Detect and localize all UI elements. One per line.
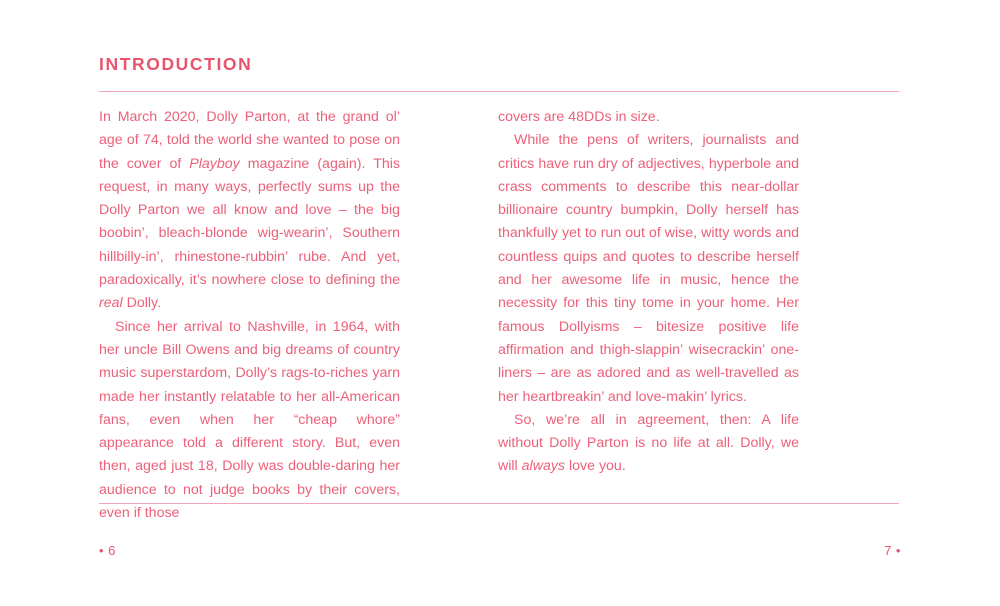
column-left [99,106,400,525]
emphasis-text: real [99,295,123,312]
paragraph: In March 2020, Dolly Parton, at the grand ol’ age of 74, told the world she wanted to pose on the cover of Playboy magazine (again). This request, in many ways, perfectly sums up the Dolly Parton we all know and love – the big boobin’, bleach-blonde wig-wearin’, Southern hillbilly-in’, rhinestone-rubbin’ rube. And yet, paradoxically, it’s nowhere close to defining the real Dolly. [99,109,400,312]
divider-bottom [99,503,899,504]
page-number-right: 7 • [884,543,901,558]
page-content [99,54,899,525]
column-right [498,106,799,525]
paragraph: While the pens of writers, journalists and critics have run dry of adjectives, hyperbole and crass comments to describe this near-dollar billionaire country bumpkin, Dolly herself has thankfully yet to run out of wise, witty words and countless quips and quotes to describe herself and her awesome life in music, hence the necessity for this tiny tome in your home. Her famous Dollyisms – bitesize positive life affirmation and thigh-slappin’ wisecrackin’ one-liners – are as adored and as well-travelled as her heartbreakin’ and love-makin’ lyrics. [498,132,799,405]
text-columns [99,106,899,525]
page-number-left: • 6 [99,543,116,558]
page-title: INTRODUCTION [99,54,253,74]
emphasis-text: Playboy [189,155,240,172]
paragraph: covers are 48DDs in size. [498,109,660,125]
paragraph: So, we’re all in agreement, then: A life without Dolly Parton is no life at all. Dolly, we will always love you. [498,411,799,475]
divider-top [99,91,899,92]
emphasis-text: always [521,458,566,475]
paragraph: Since her arrival to Nashville, in 1964, with her uncle Bill Owens and big dreams of country music superstardom, Dolly’s rags-to-riches yarn made her instantly relatable to her all-American fans, even when her “cheap whore” appearance told a different story. But, even then, aged just 18, Dolly was double-daring her audience to not judge books by their covers, even if those [99,318,400,522]
